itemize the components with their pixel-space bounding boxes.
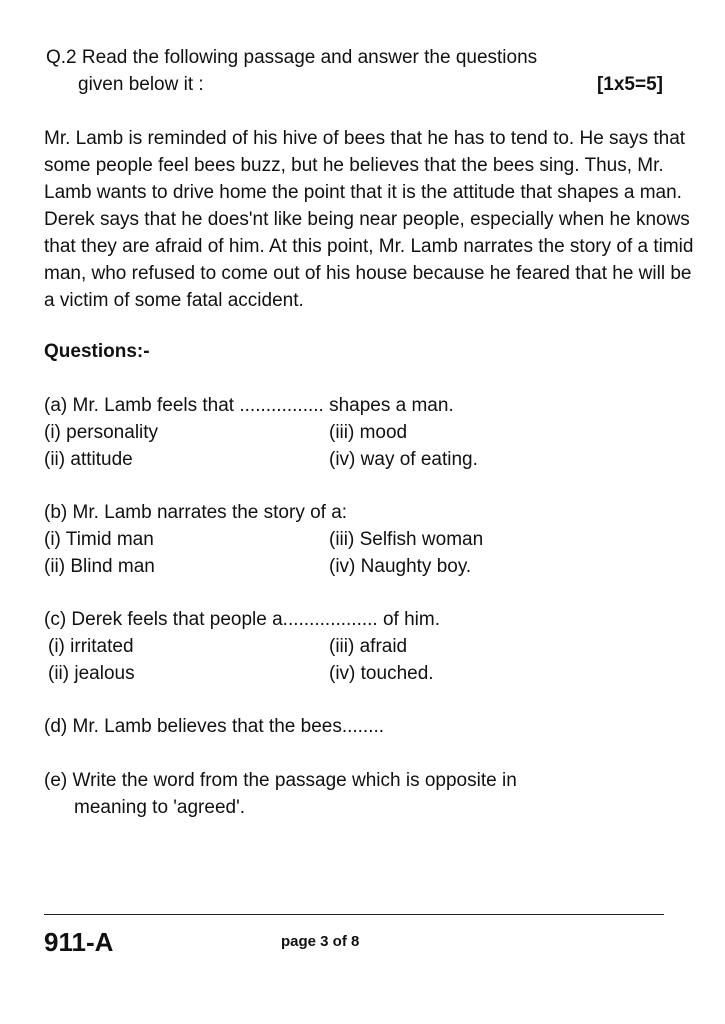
option-a-iii: (iii) mood [329,422,408,443]
passage-paragraph-2: Derek says that he does'nt like being near people, especially when he knows that they are afraid of him. At this point, Mr. Lamb narrates the story of a timid man, who refused to come out of his house because he feared that he will be a victim of some fatal accident. [44,209,694,311]
question-e-stem-line2: meaning to 'agreed'. [74,797,245,818]
option-c-i: (i) irritated [48,636,134,657]
question-b [44,499,684,580]
option-a-iv: (iv) way of eating. [329,449,478,470]
question-d [44,713,684,740]
option-b-iv: (iv) Naughty boy. [329,556,472,577]
question-b-options [44,526,684,580]
option-c-ii: (ii) jealous [48,663,135,684]
option-c-iii: (iii) afraid [329,636,408,657]
question-header-line1: Q.2 Read the following passage and answer the questions [46,47,538,68]
page-number: page 3 of 8 [281,933,360,950]
option-a-i: (i) personality [44,422,159,443]
question-a-stem: (a) Mr. Lamb feels that ................ shapes a man. [44,395,454,416]
option-b-iii: (iii) Selfish woman [329,529,484,550]
marks-allocation: [1x5=5] [596,74,663,95]
option-b-ii: (ii) Blind man [44,556,155,577]
questions-heading: Questions:- [44,341,150,362]
question-c [44,606,684,687]
option-b-i: (i) Timid man [44,529,154,550]
option-c-iv: (iv) touched. [329,663,434,684]
question-a [44,392,684,473]
question-header-line2: given below it : [78,74,204,95]
question-a-options [44,419,684,473]
question-d-stem: (d) Mr. Lamb believes that the bees........ [44,716,385,737]
option-a-ii: (ii) attitude [44,449,133,470]
question-e-stem-line1: (e) Write the word from the passage which is opposite in [44,770,517,791]
reading-passage [44,125,694,314]
paper-code: 911-A [44,927,114,957]
question-b-stem: (b) Mr. Lamb narrates the story of a: [44,502,348,523]
question-e [44,767,684,821]
passage-paragraph-1: Mr. Lamb is reminded of his hive of bees that he has to tend to. He says that some people feel bees buzz, but he believes that the bees sing. Thus, Mr. Lamb wants to drive home the point that it is the attitude that shapes a man. [44,128,686,203]
question-c-options [48,633,684,687]
footer-divider [44,914,664,915]
question-c-stem: (c) Derek feels that people a.................. of him. [44,609,440,630]
